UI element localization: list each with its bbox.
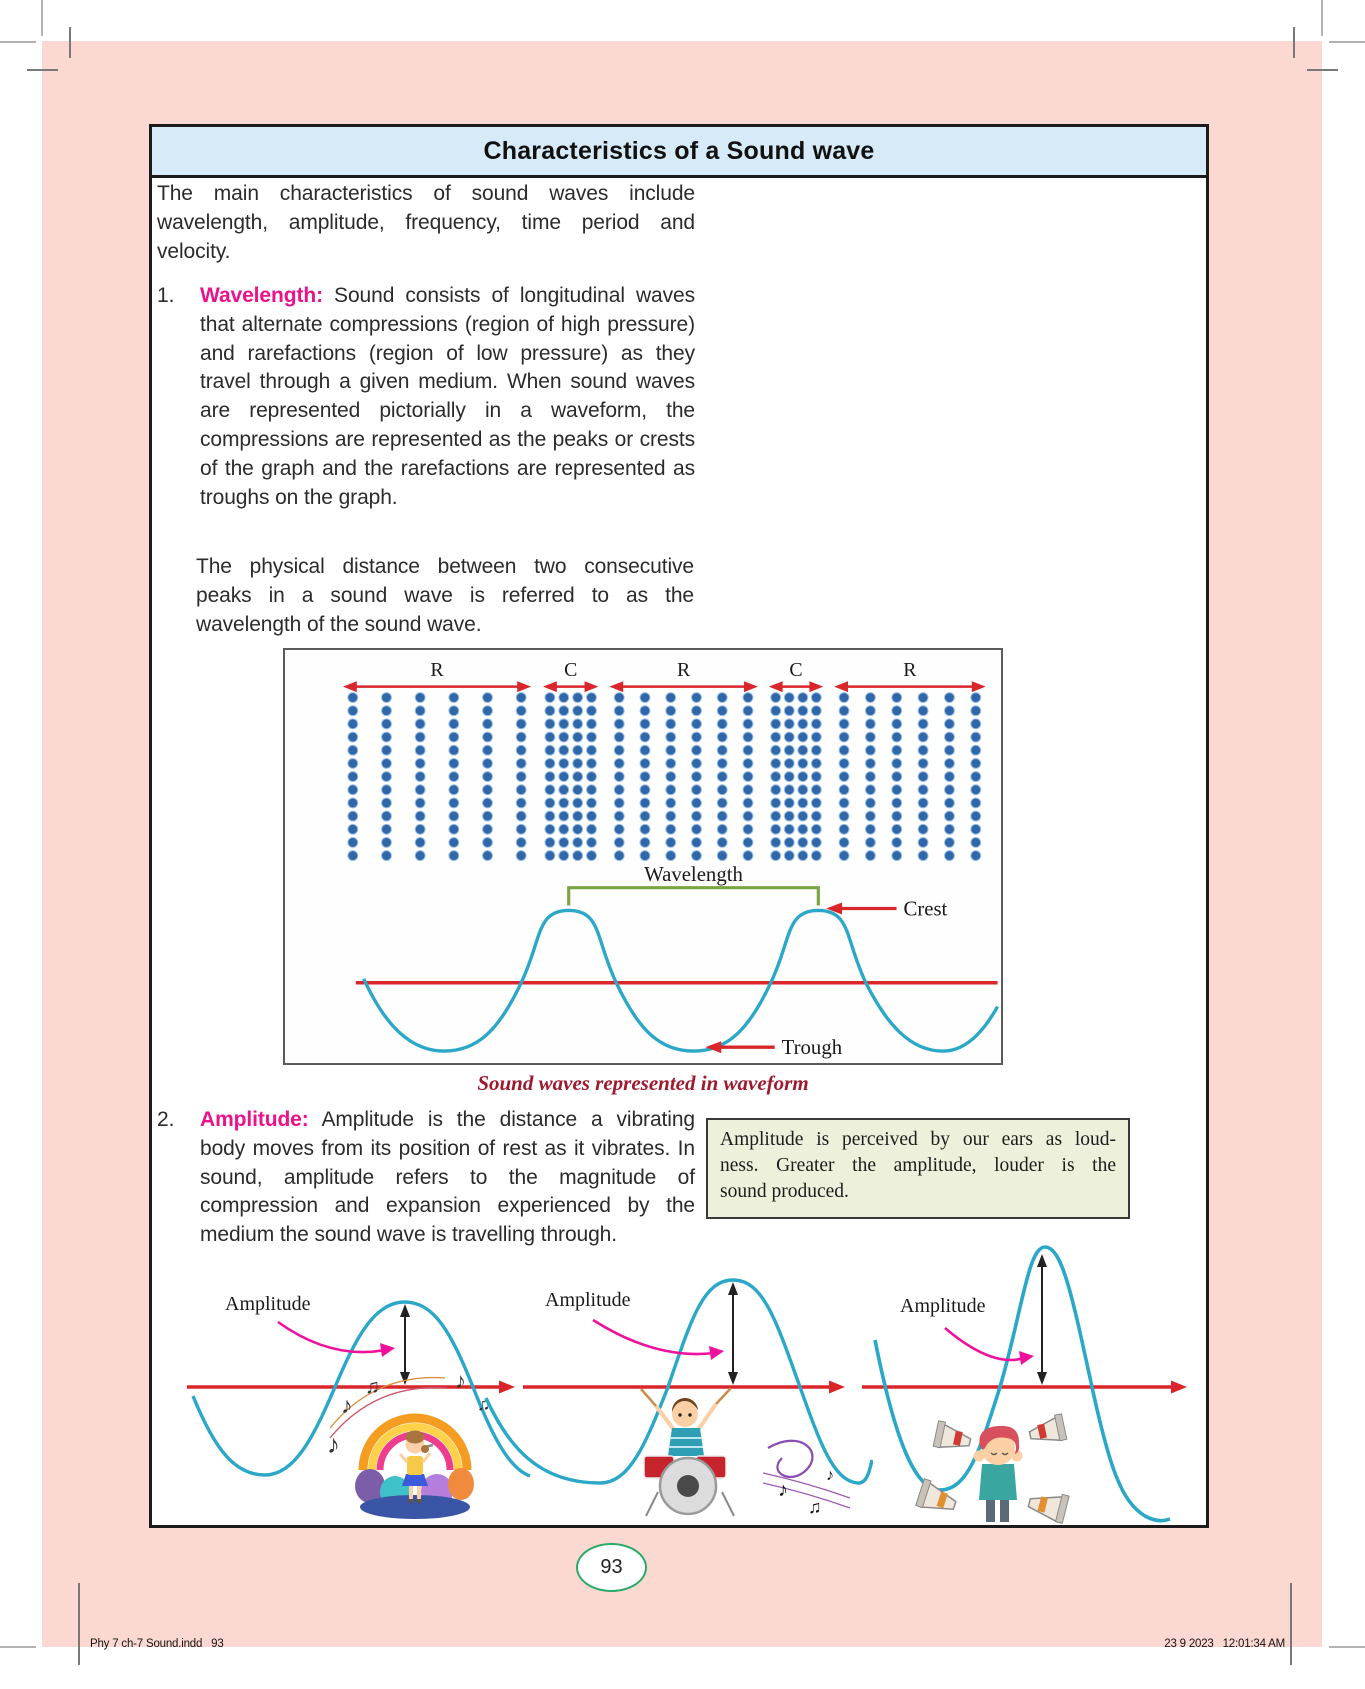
keyword-amplitude: Amplitude: xyxy=(200,1108,309,1131)
crop-mark xyxy=(1329,41,1365,43)
footer-filename: Phy 7 ch-7 Sound.indd 93 xyxy=(90,1638,224,1650)
arrowhead-up xyxy=(728,1282,738,1295)
loud-boy-cartoon xyxy=(916,1414,1069,1523)
note-line: ness. Greater the amplitude, louder is the xyxy=(720,1155,1116,1176)
svg-text:♪: ♪ xyxy=(327,1429,340,1459)
sound-wave-figure-svg xyxy=(285,650,1001,1063)
pointer-curve xyxy=(593,1320,714,1354)
crop-mark xyxy=(27,69,58,71)
crop-mark xyxy=(69,27,71,58)
note-line: Amplitude is perceived by our ears as loud- xyxy=(720,1129,1116,1150)
amplitude-label: Amplitude xyxy=(225,1293,311,1315)
svg-text:♫: ♫ xyxy=(365,1376,380,1398)
crest-label: Crest xyxy=(903,897,948,921)
figure-caption: Sound waves represented in waveform xyxy=(477,1071,809,1095)
svg-text:R: R xyxy=(430,658,444,681)
crop-mark xyxy=(0,41,36,43)
svg-text:♫: ♫ xyxy=(477,1394,491,1414)
crop-mark xyxy=(1290,1583,1292,1665)
crop-mark xyxy=(1293,27,1295,58)
list-item-amplitude xyxy=(157,1106,695,1250)
arrowhead-down xyxy=(728,1372,738,1385)
crop-mark xyxy=(1321,0,1323,36)
svg-text:C: C xyxy=(789,658,803,681)
axis-arrowhead xyxy=(1171,1381,1187,1394)
list-item-text xyxy=(200,282,695,512)
wavelength-definition-paragraph: The physical distance between two consecutive peaks in a sound wave is referred to as the wavelength of the sound wave. xyxy=(196,555,694,636)
page-number-badge xyxy=(576,1543,647,1592)
amplitude-label: Amplitude xyxy=(545,1289,631,1311)
arrowhead-down xyxy=(1037,1372,1047,1385)
list-item-wavelength xyxy=(157,282,695,512)
amplitude-label: Amplitude xyxy=(900,1295,986,1317)
section-header xyxy=(149,124,1209,178)
amplitude-body-text: Amplitude is the distance a vibrating body moves from its position of rest as it vibrates. In sound, amplitude refers to the magnitude of compression and expansion experienced by the medium the sound wave is travelling through. xyxy=(200,1108,695,1247)
note-line: sound produced. xyxy=(720,1181,849,1202)
wavelength-label: Wavelength xyxy=(644,862,743,886)
axis-arrowhead xyxy=(829,1381,845,1394)
amplitude-figure-loud xyxy=(860,1150,1190,1528)
footer-timestamp: 23 9 2023 12:01:34 AM xyxy=(1164,1638,1285,1650)
list-number: 2. xyxy=(157,1108,175,1131)
trough-label: Trough xyxy=(781,1036,843,1060)
intro-paragraph: The main characteristics of sound waves include wavelength, amplitude, frequency, time period and velocity. xyxy=(157,182,695,263)
svg-text:♫: ♫ xyxy=(808,1497,822,1517)
svg-text:C: C xyxy=(564,658,578,681)
pointer-arrowhead xyxy=(380,1343,395,1357)
sine-wave xyxy=(364,910,998,1051)
list-number: 1. xyxy=(157,284,175,307)
list-item-text xyxy=(200,1106,695,1250)
keyword-wavelength: Wavelength: xyxy=(200,284,323,307)
svg-text:R: R xyxy=(903,658,917,681)
arrowhead-up xyxy=(1037,1254,1047,1267)
svg-text:♪: ♪ xyxy=(455,1368,466,1393)
sine-wave xyxy=(875,1247,1170,1521)
svg-text:♪: ♪ xyxy=(341,1392,353,1418)
pointer-curve xyxy=(278,1322,385,1352)
pointer-arrowhead xyxy=(709,1346,724,1360)
page-number: 93 xyxy=(600,1556,623,1578)
singer-cartoon xyxy=(327,1368,491,1519)
drummer-cartoon xyxy=(641,1388,850,1517)
arrowhead-down xyxy=(400,1372,410,1385)
crop-mark xyxy=(0,1646,36,1648)
wavelength-body-text: Sound consists of longitudinal waves that alternate compressions (region of high pressure) and rarefactions (region of low pressure) as they travel through a given medium. When sound waves are represented pictorially in a waveform, the compressions are represented as the peaks or crests of the graph and the rarefactions are represented as troughs on the graph. xyxy=(200,284,695,509)
page-title: Characteristics of a Sound wave xyxy=(483,136,875,165)
arrowhead-up xyxy=(400,1304,410,1317)
svg-text:R: R xyxy=(676,658,691,681)
amplitude-figure-drummer xyxy=(478,1258,873,1520)
crop-mark xyxy=(78,1583,80,1665)
crop-mark xyxy=(1329,1646,1365,1648)
compression-rarefaction-dots xyxy=(343,659,986,861)
sound-wave-figure xyxy=(283,648,1003,1065)
svg-text:♪: ♪ xyxy=(778,1479,788,1501)
wavelength-bracket xyxy=(569,888,819,906)
svg-text:♪: ♪ xyxy=(826,1467,834,1484)
crop-mark xyxy=(41,0,43,36)
pointer-arrowhead xyxy=(1019,1351,1034,1365)
crop-mark xyxy=(1307,69,1338,71)
